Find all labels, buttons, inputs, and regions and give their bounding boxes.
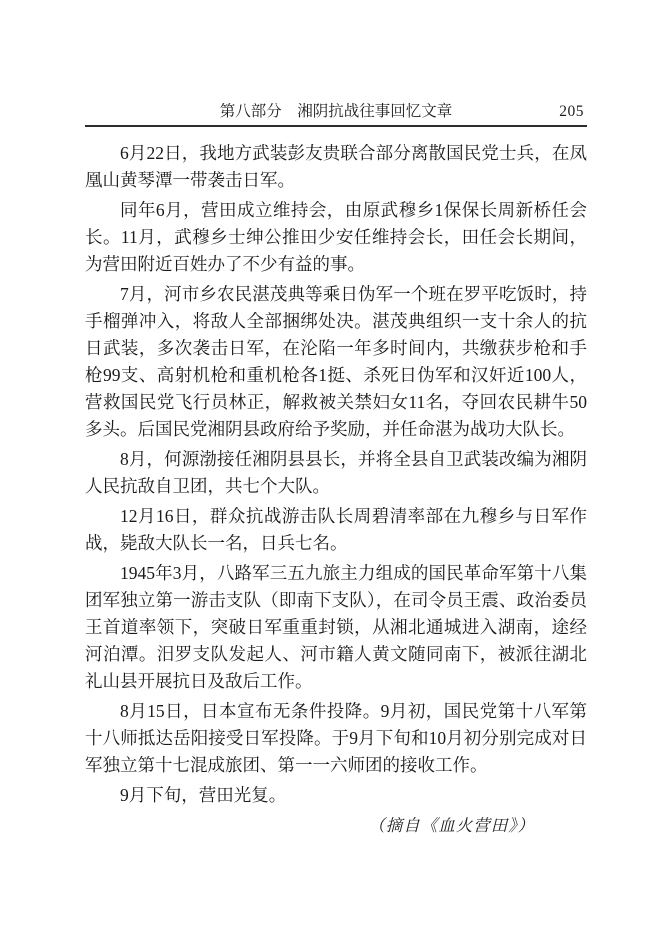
- paragraph: 7月，河市乡农民湛茂典等乘日伪军一个班在罗平吃饭时，持手榴弹冲入，将敌人全部捆绑处决。湛茂典组织一支十余人的抗日武装，多次袭击日军，在沦陷一年多时间内，共缴获步枪和手枪99支、高射机枪和重机枪各1挺、杀死日伪军和汉奸近100人，营救国民党飞行员林正，解救被关禁妇女11名，夺回农民耕牛50多头。后国民党湘阴县政府给予奖励，并任命湛为战功大队长。: [85, 284, 587, 439]
- paragraph: 12月16日，群众抗战游击队长周碧清率部在九穆乡与日军作战，毙敌大队长一名，日兵七名。: [85, 506, 587, 553]
- paragraph: 6月22日，我地方武装彭友贵联合部分离散国民党士兵，在凤凰山黄琴潭一带袭击日军。: [85, 143, 587, 190]
- paragraph: 9月下旬，营田光复。: [120, 785, 287, 805]
- paragraph: 1945年3月，八路军三五九旅主力组成的国民革命军第十八集团军独立第一游击支队（即南下支队），在司令员王震、政治委员王首道率领下，突破日军重重封锁，从湘北通城进入湖南，途经河泊潭。汨罗支队发起人、河市籍人黄文随同南下，被派往湖北礼山县开展抗日及敌后工作。: [85, 563, 587, 691]
- paragraph: 8月15日，日本宣布无条件投降。9月初，国民党第十八军第十八师抵达岳阳接受日军投降。于9月下旬和10月初分别完成对日军独立第十七混成旅团、第一一六师团的接收工作。: [85, 701, 587, 775]
- attribution: （摘自《血火营田》）: [368, 816, 535, 835]
- page-header: [85, 101, 587, 123]
- article-body: [85, 140, 587, 839]
- chapter-title: 湘阴抗战往事回忆文章: [297, 103, 453, 120]
- page-content: [85, 101, 587, 842]
- header-rule: [85, 125, 587, 127]
- paragraph: 同年6月，营田成立维持会，由原武穆乡1保保长周新桥任会长。11月，武穆乡士绅公推田少安任维持会长，田任会长期间，为营田附近百姓办了不少有益的事。: [85, 200, 587, 274]
- page-number: 205: [559, 103, 584, 120]
- section-label: 第八部分: [219, 103, 282, 120]
- paragraph: 8月，何源渤接任湘阴县县长，并将全县自卫武装改编为湘阴人民抗敌自卫团，共七个大队。: [85, 449, 587, 496]
